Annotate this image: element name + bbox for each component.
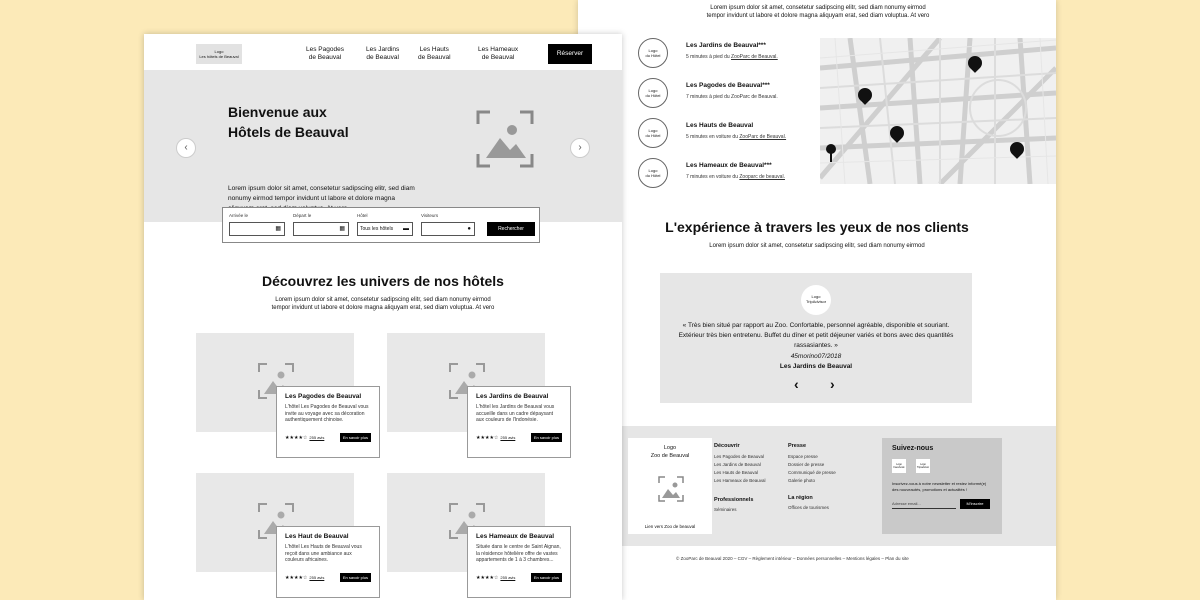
map-streets [820,38,1056,184]
intro-line-2: tempor invidunt ut labore et dolore magna aliquyam erat, sed diam voluptua. At vero [706,13,930,19]
hotel-select[interactable] [357,222,413,236]
experience-subtitle: Lorem ipsum dolor sit amet, consetetur sadipscing elitr, sed diam nonumy eirmod [709,243,925,249]
footer-link-discover[interactable]: Les Jardins de Beauval [714,462,761,467]
hotel-info [686,42,816,60]
card-description: Située dans le centre de Saint Aignan, la résidence hôtelière offre de vastes appartements de 1 à 3 chambres... [476,544,561,563]
departure-date-field[interactable] [293,222,349,236]
reviews-link[interactable]: 255 avis [500,435,516,440]
section-text-line-2: tempor invidunt ut labore et dolore magna aliquyam erat, sed diam voluptua. At vero [271,305,495,311]
hotel-card[interactable] [276,526,380,598]
departure-label: Départ le [293,213,312,218]
card-description: L'hôtel les Jardins de Beauval vous accueille dans un cadre dépaysant aux couleurs de l'Indonésie. [476,404,555,423]
learn-more-button[interactable]: En savoir plus [531,433,562,442]
hero-prev-icon[interactable]: ‹ [176,138,196,158]
intro-line-1: Lorem ipsum dolor sit amet, consetetur sadipscing elitr, sed diam nonumy eirmod [710,5,926,11]
footer-link-pro[interactable]: Séminaires [714,507,737,512]
nav-item[interactable]: Les Jardins de Beauval [366,46,400,61]
subscribe-button[interactable]: M'inscrire [960,499,990,509]
hotel-name[interactable]: Les Pagodes de Beauval*** [686,82,770,89]
hotel-distance [686,94,816,100]
zooparc-link[interactable]: Zooparc de beauval. [739,174,785,180]
footer-link-press[interactable]: Galerie photo [788,478,816,483]
star-rating-icon: ★★★★☆ [476,434,499,441]
email-input[interactable]: Adresse email... [892,499,956,509]
hotel-card[interactable] [467,526,571,598]
hotel-info [686,82,816,100]
footer-heading-press: Presse [788,443,807,449]
footer-heading-region: La région [788,495,813,501]
map-pin[interactable] [890,126,904,140]
hero-next-icon[interactable]: › [570,138,590,158]
bed-icon: ▬ [403,226,409,232]
learn-more-button[interactable]: En savoir plus [531,573,562,582]
right-page-mockup [578,0,1056,600]
hotel-info [686,162,816,180]
facebook-icon[interactable]: Logo Facebook [892,459,906,473]
testimonial-author: 45morino07/2018 [790,353,842,360]
hero-banner [144,70,622,222]
intro-text [638,4,998,20]
hotel-logo[interactable]: Logo du Hôtel [638,158,668,188]
section-text [144,296,622,312]
hotel-card[interactable] [467,386,571,458]
footer-link-press[interactable]: Communiqué de presse [788,470,836,475]
follow-us-block [882,438,1002,534]
star-rating-icon: ★★★★☆ [476,574,499,581]
footer-link-region[interactable]: Offices de tourismes [788,505,829,510]
reviews-link[interactable]: 255 avis [500,575,516,580]
hero-title-line-1: Bienvenue aux [228,104,327,120]
testimonial-hotel: Les Jardins de Beauval [779,363,853,370]
hotel-label: Hôtel [357,213,368,218]
card-rating [285,435,324,441]
image-placeholder-icon [476,110,534,168]
hotel-card[interactable] [276,386,380,458]
hotel-name[interactable]: Les Hameaux de Beauval*** [686,162,772,169]
card-footer [476,433,562,442]
hotel-logo[interactable]: Logo du Hôtel [638,78,668,108]
hotel-select-value: Tous les hôtels [360,226,394,232]
reserve-button[interactable]: Réserver [548,44,592,64]
footer-heading-discover: Découvrir [714,443,740,449]
footer-heading-pro: Professionnels [714,497,754,503]
hero-title [228,102,349,142]
card-title: Les Pagodes de Beauval [285,393,362,400]
card-footer [285,573,371,582]
learn-more-button[interactable]: En savoir plus [340,433,371,442]
card-rating [476,435,515,441]
card-rating [285,575,324,581]
map-pin[interactable] [858,88,872,102]
distance-text: 7 minutes à pied du ZooParc de Beauval. [686,94,778,100]
calendar-icon: ▦ [339,226,345,232]
tripadvisor-logo: Logo TripAdvisor [801,285,831,315]
footer-link-discover[interactable]: Les Hauts de Beauval [714,470,759,475]
footer [622,426,1056,546]
card-rating [476,575,515,581]
arrival-date-field[interactable] [229,222,285,236]
card-title: Les Jardins de Beauval [476,393,549,400]
card-title: Les Haut de Beauval [285,533,349,540]
card-footer [285,433,371,442]
testimonial-card [660,273,972,403]
hotel-name[interactable]: Les Jardins de Beauval*** [686,42,766,49]
visitors-field[interactable] [421,222,475,236]
chevron-right-icon[interactable]: › [830,376,835,392]
hotel-logo[interactable]: Logo du Hôtel [638,118,668,148]
card-title: Les Hameaux de Beauval [476,533,555,540]
left-page-mockup [144,34,622,600]
visitors-label: Visiteurs [421,213,439,218]
image-placeholder-icon [658,476,684,502]
card-description: L'hôtel Les Pagodes de Beauval vous invite au voyage avec sa décoration authentiquement chinoise. [285,404,369,423]
hotel-distance [686,134,816,140]
hero-title-line-2: Hôtels de Beauval [228,124,349,140]
card-footer [476,573,562,582]
star-rating-icon: ★★★★☆ [285,574,308,581]
nav-item[interactable]: Les Hameaux de Beauval [478,46,519,61]
hotel-info [686,122,816,140]
tripadvisor-icon[interactable]: Logo Tripadvisor [916,459,930,473]
distance-text: 7 minutes en voiture du [686,174,740,180]
distance-text: 5 minutes en voiture du [686,134,740,140]
site-logo[interactable]: Logo Les hôtels de Beauval [196,44,242,64]
hotels-map[interactable] [820,38,1056,184]
zooparc-link[interactable]: ZooParc de Beauval. [731,54,778,60]
newsletter-text: Inscrivez-vous à notre newsletter et restez informé(e) des nouveautés, promotions et actualités ! [892,481,987,492]
calendar-icon: ▦ [275,226,281,232]
hotel-logo[interactable]: Logo du Hôtel [638,38,668,68]
search-button[interactable]: Rechercher [487,222,535,236]
chevron-left-icon[interactable]: ‹ [794,376,799,392]
zoo-logo: Logo Zoo de Beauval [650,445,690,459]
copyright: © ZooParc de Beauval 2020 – CGV – Règlement intérieur – Données personnelles – Mentions légales – Plan du site [676,556,909,561]
person-icon: ● [467,226,471,232]
star-rating-icon: ★★★★☆ [285,434,308,441]
learn-more-button[interactable]: En savoir plus [340,573,371,582]
nav-item[interactable]: Les Pagodes de Beauval [306,46,344,61]
follow-title: Suivez-nous [892,445,934,452]
footer-logo-block [628,438,712,534]
reviews-link[interactable]: 255 avis [309,575,325,580]
hotel-name[interactable]: Les Hauts de Beauval [686,122,754,129]
map-pin[interactable] [1010,142,1024,156]
footer-col-press [788,443,868,512]
hero-text: Lorem ipsum dolor sit amet, consetetur sadipscing elitr, sed diam nonumy eirmod tempor invidunt ut labore et dolore magna [228,185,415,202]
footer-col-discover [714,443,784,514]
hotel-distance [686,54,816,60]
distance-text: 5 minutes à pied du [686,54,732,60]
section-text-line-1: Lorem ipsum dolor sit amet, consetetur sadipscing elitr, sed diam nonumy eirmod [275,297,491,303]
footer-link-discover[interactable]: Les Hameaux de Beauval [714,478,766,483]
location-marker-stem [830,152,832,162]
nav-item[interactable]: Les Hauts de Beauval [418,46,451,61]
footer-link-press[interactable]: Espace presse [788,454,818,459]
zoo-link[interactable]: Lien vers Zoo de beauval [644,524,696,529]
testimonial-quote: « Très bien situé par rapport au Zoo. Confortable, personnel agréable, disponible et souriant. Extérieur très bien entretenu. Buffet du dîner et petit déjeuner variés et bons avec des quantités rassasiantes. » [678,322,954,349]
search-bar [222,207,540,243]
reviews-link[interactable]: 255 avis [309,435,325,440]
experience-title: L'expérience à travers les yeux de nos clients [665,219,969,235]
zooparc-link[interactable]: ZooParc de Beauval. [739,134,787,140]
footer-link-discover[interactable]: Les Pagodes de Beauval [714,454,765,459]
arrival-label: Arrivée le [229,213,249,218]
footer-link-press[interactable]: Dossier de presse [788,462,825,467]
map-pin[interactable] [968,56,982,70]
section-title: Découvrez les univers de nos hôtels [262,273,504,289]
hotel-distance [686,174,816,180]
card-description: L'hôtel Les Hauts de Beauval vous reçoit dans une ambiance aux couleurs africaines. [285,544,362,563]
